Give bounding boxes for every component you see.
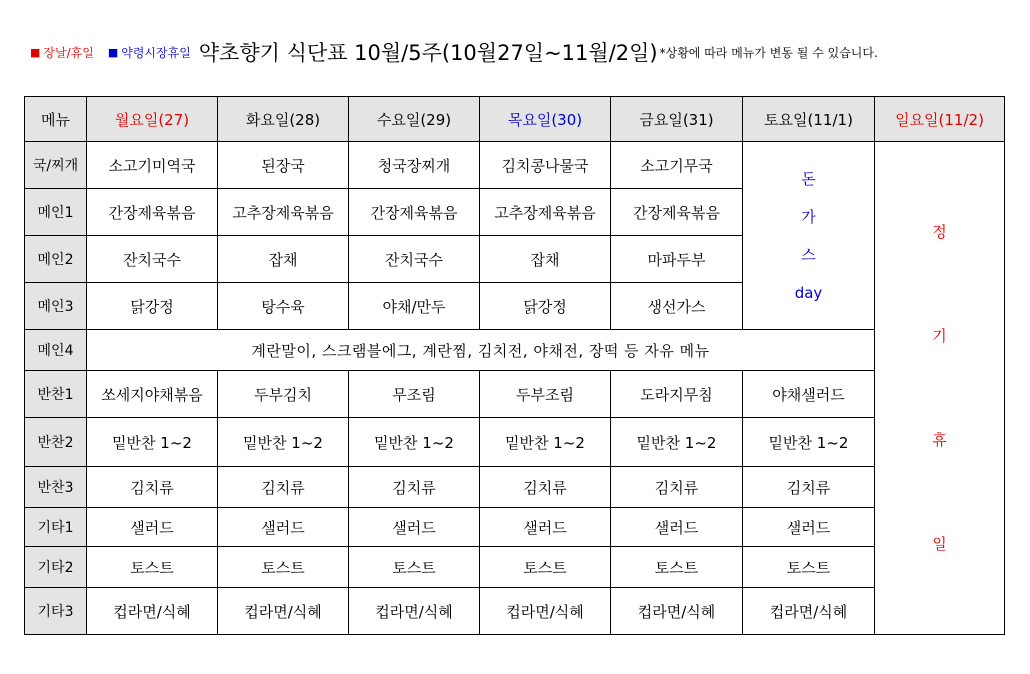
- red-square-icon: ■: [30, 45, 41, 59]
- menu-cell: 컵라면/식혜: [611, 588, 743, 635]
- closed-char: 기: [932, 327, 947, 345]
- table-row: [25, 142, 1005, 189]
- menu-cell: 닭강정: [480, 283, 611, 330]
- menu-cell: 컵라면/식혜: [87, 588, 218, 635]
- closed-char: 휴: [932, 431, 947, 449]
- legend-market-day: [30, 44, 94, 61]
- row-label: 반찬3: [25, 467, 87, 508]
- row-label: 반찬2: [25, 418, 87, 467]
- menu-cell: 잔치국수: [349, 236, 480, 283]
- menu-cell: 토스트: [349, 547, 480, 588]
- menu-cell: 김치콩나물국: [480, 142, 611, 189]
- menu-cell: 닭강정: [87, 283, 218, 330]
- weekly-menu-table: [24, 96, 1005, 635]
- table-row: [25, 371, 1005, 418]
- menu-cell: 소고기미역국: [87, 142, 218, 189]
- menu-cell: 도라지무침: [611, 371, 743, 418]
- closed-char: 정: [932, 223, 947, 241]
- menu-cell: 샐러드: [743, 508, 875, 547]
- menu-cell: 두부조림: [480, 371, 611, 418]
- table-row: [25, 418, 1005, 467]
- day-header-fri: 금요일(31): [611, 97, 743, 142]
- menu-cell: 잡채: [480, 236, 611, 283]
- menu-cell: 두부김치: [218, 371, 349, 418]
- menu-cell: 토스트: [218, 547, 349, 588]
- row-label: 기타2: [25, 547, 87, 588]
- menu-cell: 컵라면/식혜: [349, 588, 480, 635]
- menu-cell: 컵라면/식혜: [218, 588, 349, 635]
- day-header-tue: 화요일(28): [218, 97, 349, 142]
- menu-cell: 밑반찬 1~2: [480, 418, 611, 467]
- menu-cell: 김치류: [218, 467, 349, 508]
- row-label: 반찬1: [25, 371, 87, 418]
- row-label: 메인3: [25, 283, 87, 330]
- day-header-wed: 수요일(29): [349, 97, 480, 142]
- page-header: [30, 32, 1010, 72]
- menu-cell: 야채샐러드: [743, 371, 875, 418]
- row-label: 메인2: [25, 236, 87, 283]
- row-label: 메인1: [25, 189, 87, 236]
- menu-cell: 샐러드: [611, 508, 743, 547]
- special-char: 돈: [801, 169, 816, 188]
- menu-cell: 샐러드: [480, 508, 611, 547]
- table-row: [25, 588, 1005, 635]
- menu-cell: 소고기무국: [611, 142, 743, 189]
- menu-cell: 샐러드: [349, 508, 480, 547]
- menu-cell: 잡채: [218, 236, 349, 283]
- menu-cell: 컵라면/식혜: [743, 588, 875, 635]
- day-header-sun: 일요일(11/2): [875, 97, 1005, 142]
- menu-cell: 청국장찌개: [349, 142, 480, 189]
- menu-cell: 고추장제육볶음: [480, 189, 611, 236]
- day-header-thu: 목요일(30): [480, 97, 611, 142]
- menu-cell: 토스트: [480, 547, 611, 588]
- table-row: [25, 467, 1005, 508]
- menu-cell: 김치류: [87, 467, 218, 508]
- sunday-closed: [875, 142, 1005, 635]
- menu-cell: 토스트: [87, 547, 218, 588]
- menu-cell: 김치류: [480, 467, 611, 508]
- day-header-row: [25, 97, 1005, 142]
- row-label: 기타1: [25, 508, 87, 547]
- special-char: 가: [801, 207, 816, 226]
- corner-label: 메뉴: [25, 97, 87, 142]
- row-label: 기타3: [25, 588, 87, 635]
- page-title: 약초향기 식단표 10월/5주(10월27일~11월/2일): [198, 41, 658, 65]
- special-char: day: [794, 283, 823, 302]
- closed-char: 일: [932, 535, 947, 553]
- blue-square-icon: ■: [107, 45, 119, 59]
- menu-cell: 밑반찬 1~2: [218, 418, 349, 467]
- menu-cell: 밑반찬 1~2: [349, 418, 480, 467]
- table-row: [25, 508, 1005, 547]
- table-row: [25, 547, 1005, 588]
- free-menu-cell: 계란말이, 스크램블에그, 계란찜, 김치전, 야채전, 장떡 등 자유 메뉴: [87, 330, 875, 371]
- menu-cell: 밑반찬 1~2: [743, 418, 875, 467]
- row-label: 국/찌개: [25, 142, 87, 189]
- menu-cell: 무조림: [349, 371, 480, 418]
- menu-cell: 쏘세지야채볶음: [87, 371, 218, 418]
- legend-market-holiday: [108, 44, 191, 61]
- menu-cell: 김치류: [611, 467, 743, 508]
- menu-cell: 잔치국수: [87, 236, 218, 283]
- menu-cell: 생선가스: [611, 283, 743, 330]
- menu-cell: 마파두부: [611, 236, 743, 283]
- change-notice: *상황에 따라 메뉴가 변동 될 수 있습니다.: [659, 45, 878, 60]
- menu-cell: 샐러드: [87, 508, 218, 547]
- menu-cell: 간장제육볶음: [611, 189, 743, 236]
- legend-blue-label: 약령시장휴일: [121, 45, 191, 60]
- menu-cell: 컵라면/식혜: [480, 588, 611, 635]
- menu-cell: 밑반찬 1~2: [87, 418, 218, 467]
- menu-cell: 토스트: [611, 547, 743, 588]
- menu-cell: 간장제육볶음: [87, 189, 218, 236]
- menu-cell: 간장제육볶음: [349, 189, 480, 236]
- saturday-donkas-day: [743, 142, 875, 330]
- menu-cell: 고추장제육볶음: [218, 189, 349, 236]
- row-label: 메인4: [25, 330, 87, 371]
- table-row: [25, 330, 1005, 371]
- day-header-sat: 토요일(11/1): [743, 97, 875, 142]
- special-char: 스: [801, 245, 816, 264]
- menu-cell: 김치류: [349, 467, 480, 508]
- menu-cell: 탕수육: [218, 283, 349, 330]
- menu-cell: 김치류: [743, 467, 875, 508]
- day-header-mon: 월요일(27): [87, 97, 218, 142]
- menu-cell: 토스트: [743, 547, 875, 588]
- legend-red-label: 장날/휴일: [43, 45, 94, 60]
- menu-cell: 밑반찬 1~2: [611, 418, 743, 467]
- menu-cell: 야채/만두: [349, 283, 480, 330]
- menu-cell: 샐러드: [218, 508, 349, 547]
- menu-cell: 된장국: [218, 142, 349, 189]
